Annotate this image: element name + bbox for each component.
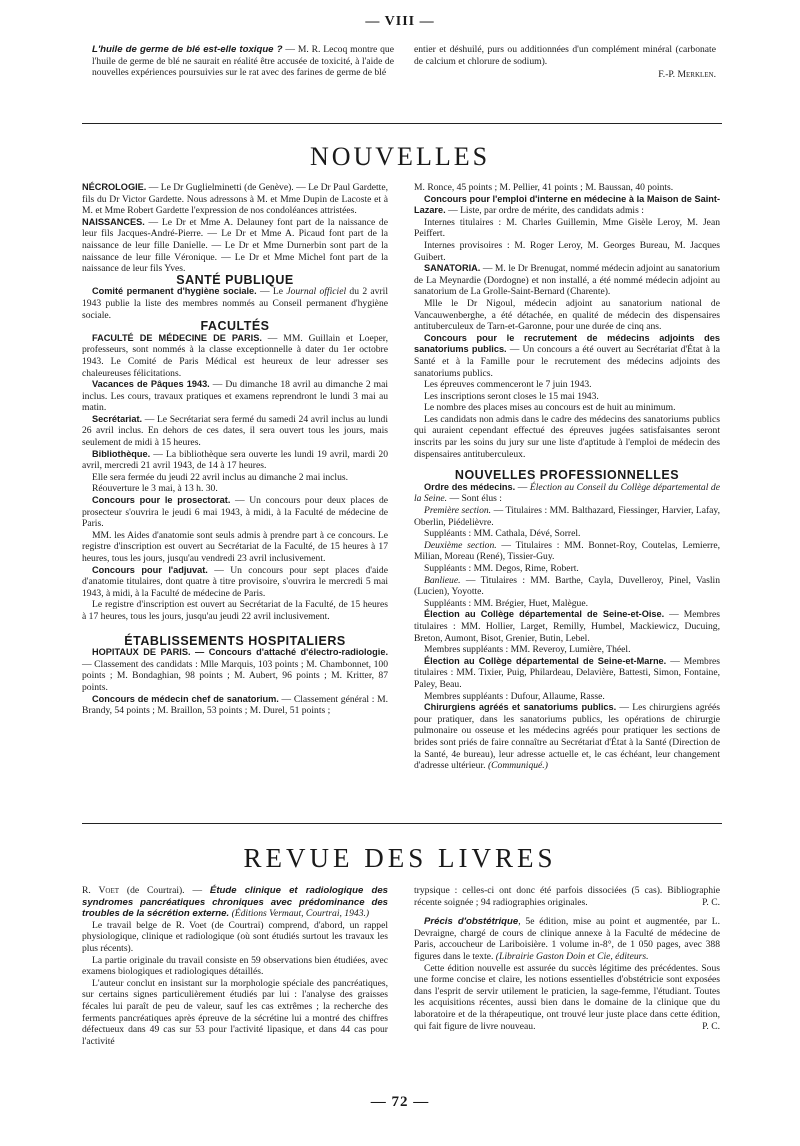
recrutement-candidats: Les candidats non admis dans le cadre des médecins des sanatoriums publics qui auraient cependant effectué des épreuves jugées satisfaisantes seront inscrits par les soins du jury sur une liste d'aptitude à l'emploi de médecin des dispensaires antituberculeux. bbox=[414, 413, 720, 460]
vacances-paragraph: Vacances de Pâques 1943. — Du dimanche 18 avril au dimanche 2 mai inclus. Les cours, travaux pratiques et examens reprendront le lundi 3 mai au matin. bbox=[82, 379, 388, 414]
chirurgiens-paragraph: Chirurgiens agréés et sanatoriums publics. — Les chirurgiens agréés pour pratiquer, dans les sanatoriums publics, les opérations de chirurgie pulmonaire ou osseuse et les médecins agréés pour pratiquer les sections de brides sont priés de faire connaître au Secrétariat d'État à la Santé (Direction de la Santé, 4e bureau), leur adresse actuelle et, le cas échéant, leur changement d'adresse ultérieur. (Communiqué.) bbox=[414, 702, 720, 772]
adjuvat-paragraph: Concours pour l'adjuvat. — Un concours pour sept places d'aide d'anatomie titulaires, dont quatre à titre provisoire, s'ouvrira le mercredi 5 mai 1943, à midi, à la Faculté de médecine de Paris. bbox=[82, 564, 388, 599]
nouvelles-right-column bbox=[414, 182, 720, 772]
nouvelles-professionnelles-heading: NOUVELLES PROFESSIONNELLES bbox=[454, 468, 680, 483]
facultes-heading: FACULTÉS bbox=[200, 319, 270, 334]
voet-signature: P. C. bbox=[702, 896, 720, 908]
nouvelles-left-column bbox=[82, 182, 388, 717]
voet-review-p3: La partie originale du travail consiste en 59 observations bien étudiées, avec examens biologiques et radiologiques détaillés. bbox=[82, 954, 388, 978]
necrologie-paragraph: NÉCROLOGIE. — Le Dr Guglielminetti (de Genève). — Le Dr Paul Gardette, fils du Dr Victor Gardette. Nous adressons à M. et Mme Dupin de Lacoste et à M. et Mme Robert Gardette l'expression de nos condoléances attristées. bbox=[82, 182, 388, 217]
precis-signature: P. C. bbox=[702, 1020, 720, 1032]
section-divider-top bbox=[82, 123, 722, 124]
germe-lead: L'huile de germe de blé est-elle toxique ? bbox=[92, 44, 283, 55]
nouvelles-title: NOUVELLES bbox=[309, 142, 491, 171]
naissances-paragraph: NAISSANCES. — Le Dr et Mme A. Delauney font part de la naissance de leur fils Jacques-André-Pierre. — Le Dr et Mme A. Picaud font part de la naissance de leur fille Danielle. — Le Dr et Mme Durnerbin sont part de la naissance de leur fille Véronique. — Le Dr et Mme Michel font part de la naissance de leur fils Yves. bbox=[82, 216, 388, 275]
sante-publique-heading: SANTÉ PUBLIQUE bbox=[176, 272, 294, 287]
recrutement-paragraph: Concours pour le recrutement de médecins adjoints des sanatoriums publics. — Un concours a été ouvert au Secrétariat d'État à la Santé et à la Famille pour le recrutement des médecins adjoints des sanatoriums publics. bbox=[414, 332, 720, 379]
seine-et-oise-suppleants: Membres suppléants : MM. Reveroy, Lumière, Théel. bbox=[424, 644, 631, 656]
bibliotheque-paragraph: Bibliothèque. — La bibliothèque sera ouverte les lundi 19 avril, mardi 20 avril, mercredi 21 avril 1943, de 14 à 17 heures. bbox=[82, 448, 388, 472]
germe-continuation: entier et déshuilé, purs ou additionnées d'un complément minéral (carbonate de calcium et chlorure de sodium). bbox=[414, 44, 716, 67]
internes-titulaires: Internes titulaires : M. Charles Guillemin, Mme Gisèle Leroy, M. Jean Peiffert. bbox=[414, 216, 720, 240]
top-right-column bbox=[414, 44, 716, 81]
etablissements-heading: ÉTABLISSEMENTS HOSPITALIERS bbox=[124, 633, 346, 648]
secretariat-paragraph: Secrétariat. — Le Secrétariat sera fermé du samedi 24 avril inclus au lundi 26 avril inclus. En dehors de ces dates, il sera ouvert tous les jours, mais seulement de midi à 15 heures. bbox=[82, 413, 388, 449]
revue-left-column bbox=[82, 885, 388, 1047]
revue-right-column bbox=[414, 885, 720, 1032]
bibliotheque-reouverture: Réouverture le 3 mai, à 13 h. 30. bbox=[92, 483, 218, 495]
precis-review-body: Cette édition nouvelle est assurée du succès légitime des précédentes. Sous une forme concise et claire, les notions essentielles d'obstétricie sont exposées dans l'esprit de servir utilement le praticien, la sage-femme, l'étudiant. Toutes les acquisitions récentes, aussi bien dans le domaine de la clinique que du laboratoire et de la thérapeutique, ont trouvé leur juste place dans cette édition, qui fait figure de livre nouveau. P. C. bbox=[414, 962, 720, 1032]
chef-sanatorium-continuation: M. Ronce, 45 points ; M. Pellier, 41 points ; M. Baussan, 40 points. bbox=[414, 182, 674, 193]
sante-paragraph: Comité permanent d'hygiène sociale. — Le Journal officiel du 2 avril 1943 publie la liste des membres nommés au Conseil permanent d'hygiène sociale. bbox=[82, 286, 388, 321]
banlieue-section: Banlieue. — Titulaires : MM. Barthe, Cayla, Duvelleroy, Pinel, Vaslin (Lucien), Yoyotte. bbox=[414, 574, 720, 598]
banlieue-suppleants: Suppléants : MM. Brégier, Huet, Malègue. bbox=[424, 597, 589, 609]
voet-review-p4: L'auteur conclut en insistant sur la morphologie spéciale des pancréatiques, sur certains signes particulièrement étudiés par lui : l'analyse des graisses fécales lui paraît de peu de valeur, sauf les cas extrêmes ; la recherche des ferments pancréatiques après épreuve de la sécrétine lui a montré des chiffres défectueux dans 49 cas sur 53 pour l'activité lipasique, et dans 44 cas pour l'activité bbox=[82, 977, 388, 1047]
adjuvat-registre: Le registre d'inscription est ouvert au Secrétariat de la Faculté, de 15 heures à 17 heures, tous les jours, jusqu'au jeudi 22 avril inclusivement. bbox=[82, 599, 388, 622]
recrutement-epreuves: Les épreuves commenceront le 7 juin 1943. bbox=[424, 379, 592, 391]
premiere-section: Première section. — Titulaires : MM. Balthazard, Fiessinger, Harvier, Lafay, Oberlin, Piédelièvre. bbox=[414, 505, 720, 528]
sanatoria-nigoul: Mlle le Dr Nigoul, médecin adjoint au sanatorium national de Vancauwenberghe, a été détachée, en qualité de médecin des dispensaires antituberculeux de Tarn-et-Garonne, pour une durée de cinq ans. bbox=[414, 297, 720, 333]
top-left-column bbox=[92, 44, 394, 79]
voet-review-p2: Le travail belge de R. Voet (de Courtrai) comprend, d'abord, un rappel physiologique, clinique et radiologique (où sont étudiés surtout les travaux les plus récents). bbox=[82, 919, 388, 954]
germe-paragraph: L'huile de germe de blé est-elle toxique ? — M. R. Lecoq montre que l'huile de germe de blé ne saurait en réalité être accusée de toxicité, à l'aide de nouvelles expériences poursuivies sur le rat avec des farines de germe de blé bbox=[92, 44, 394, 79]
bibliotheque-fermeture: Elle sera fermée du jeudi 22 avril inclus au dimanche 2 mai inclus. bbox=[92, 471, 349, 483]
signature-merklen: F.-P. Merklen. bbox=[658, 69, 716, 81]
recrutement-inscriptions: Les inscriptions seront closes le 15 mai 1943. bbox=[424, 390, 599, 402]
faculte-paragraph: FACULTÉ DE MÉDECINE DE PARIS. — MM. Guillain et Loeper, professeurs, sont nommés à la classe exceptionnelle à dater du 1er octobre 1943. Le Comité de Paris Médical est heureux de leur adresser ses chaleureuses félicitations. bbox=[82, 332, 389, 379]
ordre-paragraph: Ordre des médecins. — Élection au Conseil du Collège départemental de la Seine. — Sont élus : bbox=[414, 481, 720, 505]
interne-paragraph: Concours pour l'emploi d'interne en médecine à la Maison de Saint-Lazare. — Liste, par ordre de mérite, des candidats admis : bbox=[414, 193, 720, 217]
sanatoria-paragraph: SANATORIA. — M. le Dr Brenugat, nommé médecin adjoint au sanatorium de La Meynardie (Dordogne) et non installé, a été nommé médecin adjoint au sanatorium de La Grolle-Saint-Bernard (Charente). bbox=[414, 263, 720, 298]
premiere-section-suppleants: Suppléants : MM. Cathala, Dévé, Sorrel. bbox=[424, 528, 581, 540]
seine-et-marne-paragraph: Élection au Collège départemental de Seine-et-Marne. — Membres titulaires : MM. Tixier, Puig, Philardeau, Delavière, Battesti, Simon, Fontaine, Paley, Beau. bbox=[414, 655, 721, 690]
recrutement-places: Le nombre des places mises au concours est de huit au minimum. bbox=[424, 402, 676, 414]
page-header-number: — VIII — bbox=[365, 14, 435, 29]
voet-review-continuation: trypsique : celles-ci ont donc été parfois dissociées (5 cas). Bibliographie récente soignée ; 94 radiographies originales. P. C. bbox=[414, 885, 720, 908]
revue-des-livres-title: REVUE DES LIVRES bbox=[243, 843, 557, 873]
seine-et-oise-paragraph: Élection au Collège départemental de Seine-et-Oise. — Membres titulaires : MM. Hollier, Larget, Remilly, Humbel, Mackiewicz, Ducuing, Breton, Aumont, Bisot, Grenier, Butin, Lebel. bbox=[414, 609, 721, 644]
precis-review-header: Précis d'obstétrique, 5e édition, mise au point et augmentée, par L. Devraigne, chargé de cours de clinique annexe à la Faculté de médecine de Paris, accoucheur de Lariboisière. 1 volume in-8°, de 1 050 pages, avec 388 figures dans le texte. (Librairie Gaston Doin et Cie, éditeurs. bbox=[414, 916, 720, 962]
deuxieme-section: Deuxième section. — Titulaires : MM. Bonnet-Roy, Coutelas, Lemierre, Milian, Moreau (René), Tissier-Guy. bbox=[414, 539, 720, 563]
deuxieme-section-suppleants: Suppléants : MM. Degos, Rime, Robert. bbox=[424, 563, 579, 574]
section-divider-bottom bbox=[82, 823, 722, 824]
prosectorat-paragraph: Concours pour le prosectorat. — Un concours pour deux places de prosecteur s'ouvrira le jeudi 6 mai 1943, à midi, à la Faculté de médecine de Paris. bbox=[82, 495, 389, 530]
voet-review-header: R. Voet (de Courtrai). — Étude clinique et radiologique des syndromes pancréatiques chroniques avec prédominance des troubles de la sécrétion externe. (Éditions Vermaut, Courtrai, 1943.) bbox=[82, 885, 388, 920]
hopitaux-paragraph: HOPITAUX DE PARIS. — Concours d'attaché d'électro-radiologie. — Classement des candidats : Mlle Marquis, 103 points ; M. Chambonnet, 100 points ; M. Bondaghian, 98 points ; M. Aubert, 96 points ; M. Kritter, 87 points. bbox=[82, 647, 388, 693]
prosectorat-registre: MM. les Aides d'anatomie sont seuls admis à prendre part à ce concours. Le registre d'inscription est ouvert au Secrétariat de la Faculté, de 15 heures à 17 heures, tous les jours, jusqu'au vendredi 23 avril inclusivement. bbox=[82, 529, 388, 564]
chef-sanatorium-paragraph: Concours de médecin chef de sanatorium. — Classement général : M. Brandy, 54 points ; M. Braillon, 53 points ; M. Durel, 51 points ; bbox=[82, 693, 388, 717]
page-footer-number: — 72 — bbox=[370, 1094, 430, 1110]
internes-provisoires: Internes provisoires : M. Roger Leroy, M. Georges Bureau, M. Jacques Guibert. bbox=[414, 239, 720, 263]
seine-et-marne-suppleants: Membres suppléants : Dufour, Allaume, Rasse. bbox=[424, 690, 605, 702]
